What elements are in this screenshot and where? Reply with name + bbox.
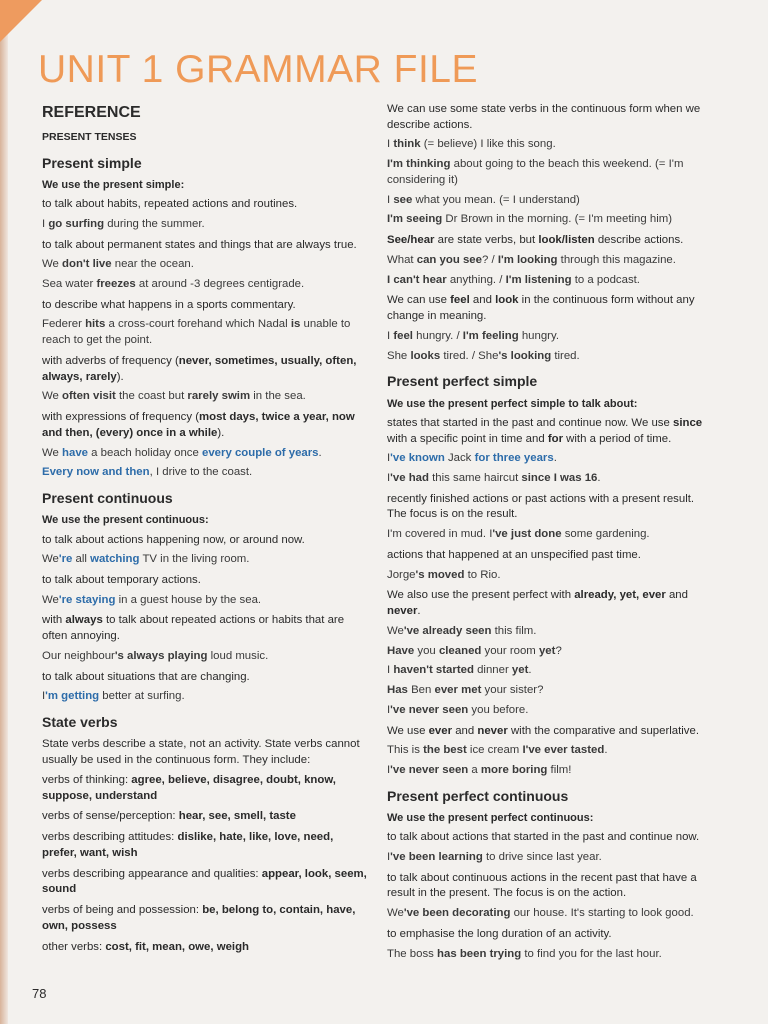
example-sentence: I'm covered in mud. I've just done some gardening.	[387, 528, 650, 541]
page-edge	[0, 0, 8, 1024]
example-sentence: Sea water freezes at around -3 degrees centigrade.	[42, 277, 305, 290]
rule-text: to talk about habits, repeated actions and routines.	[42, 198, 298, 211]
example-sentence: I've known Jack for three years.	[387, 452, 557, 465]
example-sentence: I haven't started dinner yet.	[387, 664, 532, 677]
rule-text: with expressions of frequency (most days, twice a year, now and then, (every) once in a while).	[42, 411, 355, 439]
present-continuous-heading: Present continuous	[42, 490, 173, 507]
verb-list: verbs describing appearance and qualities: appear, look, seem, sound	[42, 867, 367, 896]
rule-text: to talk about permanent states and things that are always true.	[42, 238, 357, 251]
rule-text: We can use some state verbs in the continuous form when we describe actions.	[387, 103, 701, 131]
present-continuous-intro: We use the present continuous:	[42, 514, 209, 527]
rule-text: recently finished actions or past actions with a present result. The focus is on the result.	[387, 492, 695, 521]
reference-heading: REFERENCE	[42, 104, 141, 121]
example-sentence: What can you see? / I'm looking through this magazine.	[387, 253, 676, 266]
example-sentence: This is the best ice cream I've ever tasted.	[387, 744, 608, 757]
state-verbs-intro: State verbs describe a state, not an activity. State verbs cannot usually be used in the continuous form. They include:	[42, 738, 360, 767]
rule-text: We also use the present perfect with already, yet, ever and never.	[387, 589, 688, 618]
present-perfect-continuous-heading: Present perfect continuous	[387, 787, 569, 804]
example-sentence: I feel hungry. / I'm feeling hungry.	[387, 329, 559, 342]
page-number: 78	[32, 986, 47, 1001]
rule-text: with always to talk about repeated actions or habits that are often annoying.	[42, 614, 345, 643]
verb-list: other verbs: cost, fit, mean, owe, weigh	[42, 940, 249, 953]
example-sentence: Has Ben ever met your sister?	[387, 684, 544, 697]
rule-text: We use ever and never with the comparative and superlative.	[387, 724, 699, 737]
corner-tab	[0, 0, 42, 42]
rule-text: states that started in the past and continue now. We use since with a specific point in time and for with a period of time.	[387, 416, 703, 445]
rule-text: to emphasise the long duration of an activity.	[387, 927, 612, 940]
rule-text: actions that happened at an unspecified past time.	[387, 548, 641, 561]
rule-text: to talk about temporary actions.	[42, 574, 201, 587]
example-sentence: We often visit the coast but rarely swim in the sea.	[42, 390, 306, 403]
example-sentence: Every now and then, I drive to the coast.	[42, 466, 253, 479]
example-sentence: I see what you mean. (= I understand)	[387, 193, 580, 206]
example-sentence: I'm getting better at surfing.	[42, 690, 185, 703]
rule-text: to talk about actions happening now, or around now.	[42, 533, 305, 546]
present-perfect-heading: Present perfect simple	[387, 373, 538, 390]
example-sentence: I've never seen you before.	[387, 703, 529, 716]
example-sentence: Jorge's moved to Rio.	[387, 568, 501, 581]
rule-text: to talk about actions that started in the past and continue now.	[387, 831, 700, 844]
page-title: UNIT 1 GRAMMAR FILE	[38, 48, 479, 91]
verb-list: verbs of being and possession: be, belong to, contain, have, own, possess	[42, 904, 356, 932]
rule-text: to describe what happens in a sports commentary.	[42, 298, 296, 311]
example-sentence: Have you cleaned your room yet?	[387, 644, 562, 657]
state-verbs-heading: State verbs	[42, 714, 118, 731]
verb-list: verbs describing attitudes: dislike, hate, like, love, need, prefer, want, wish	[42, 831, 334, 859]
example-sentence: I can't hear anything. / I'm listening to a podcast.	[387, 273, 640, 286]
rule-text: with adverbs of frequency (never, sometimes, usually, often, always, rarely).	[42, 354, 357, 383]
right-column	[387, 102, 712, 966]
example-sentence: I think (= believe) I like this song.	[387, 138, 556, 151]
example-sentence: We're staying in a guest house by the sea.	[42, 593, 262, 606]
present-perfect-continuous-intro: We use the present perfect continuous:	[387, 812, 594, 825]
example-sentence: Our neighbour's always playing loud music.	[42, 649, 269, 662]
example-sentence: We have a beach holiday once every couple of years.	[42, 446, 322, 459]
example-sentence: Federer hits a cross-court forehand which Nadal is unable to reach to get the point.	[42, 318, 351, 347]
left-column	[42, 102, 367, 959]
example-sentence: We've been decorating our house. It's starting to look good.	[387, 907, 694, 920]
present-simple-heading: Present simple	[42, 154, 142, 171]
present-perfect-intro: We use the present perfect simple to talk about:	[387, 397, 638, 410]
example-sentence: We don't live near the ocean.	[42, 258, 194, 271]
example-sentence: We're all watching TV in the living room.	[42, 553, 250, 566]
rule-text: to talk about continuous actions in the recent past that have a result in the present. The focus is on the action.	[387, 871, 697, 900]
present-tenses-heading: PRESENT TENSES	[42, 131, 137, 144]
rule-text: We can use feel and look in the continuous form without any change in meaning.	[387, 294, 695, 323]
example-sentence: The boss has been trying to find you for the last hour.	[387, 947, 662, 960]
example-sentence: She looks tired. / She's looking tired.	[387, 349, 580, 362]
example-sentence: We've already seen this film.	[387, 624, 537, 637]
verb-list: verbs of thinking: agree, believe, disagree, doubt, know, suppose, understand	[42, 773, 336, 802]
verb-list: verbs of sense/perception: hear, see, smell, taste	[42, 810, 296, 823]
example-sentence: I go surfing during the summer.	[42, 217, 205, 230]
present-simple-intro: We use the present simple:	[42, 178, 185, 191]
example-sentence: I'm seeing Dr Brown in the morning. (= I'm meeting him)	[387, 213, 673, 226]
example-sentence: I've never seen a more boring film!	[387, 763, 572, 776]
example-sentence: I've had this same haircut since I was 16.	[387, 471, 601, 484]
rule-text: to talk about situations that are changing.	[42, 670, 250, 683]
rule-text: See/hear are state verbs, but look/listen describe actions.	[387, 234, 684, 247]
example-sentence: I've been learning to drive since last year.	[387, 850, 602, 863]
example-sentence: I'm thinking about going to the beach this weekend. (= I'm considering it)	[387, 158, 684, 186]
